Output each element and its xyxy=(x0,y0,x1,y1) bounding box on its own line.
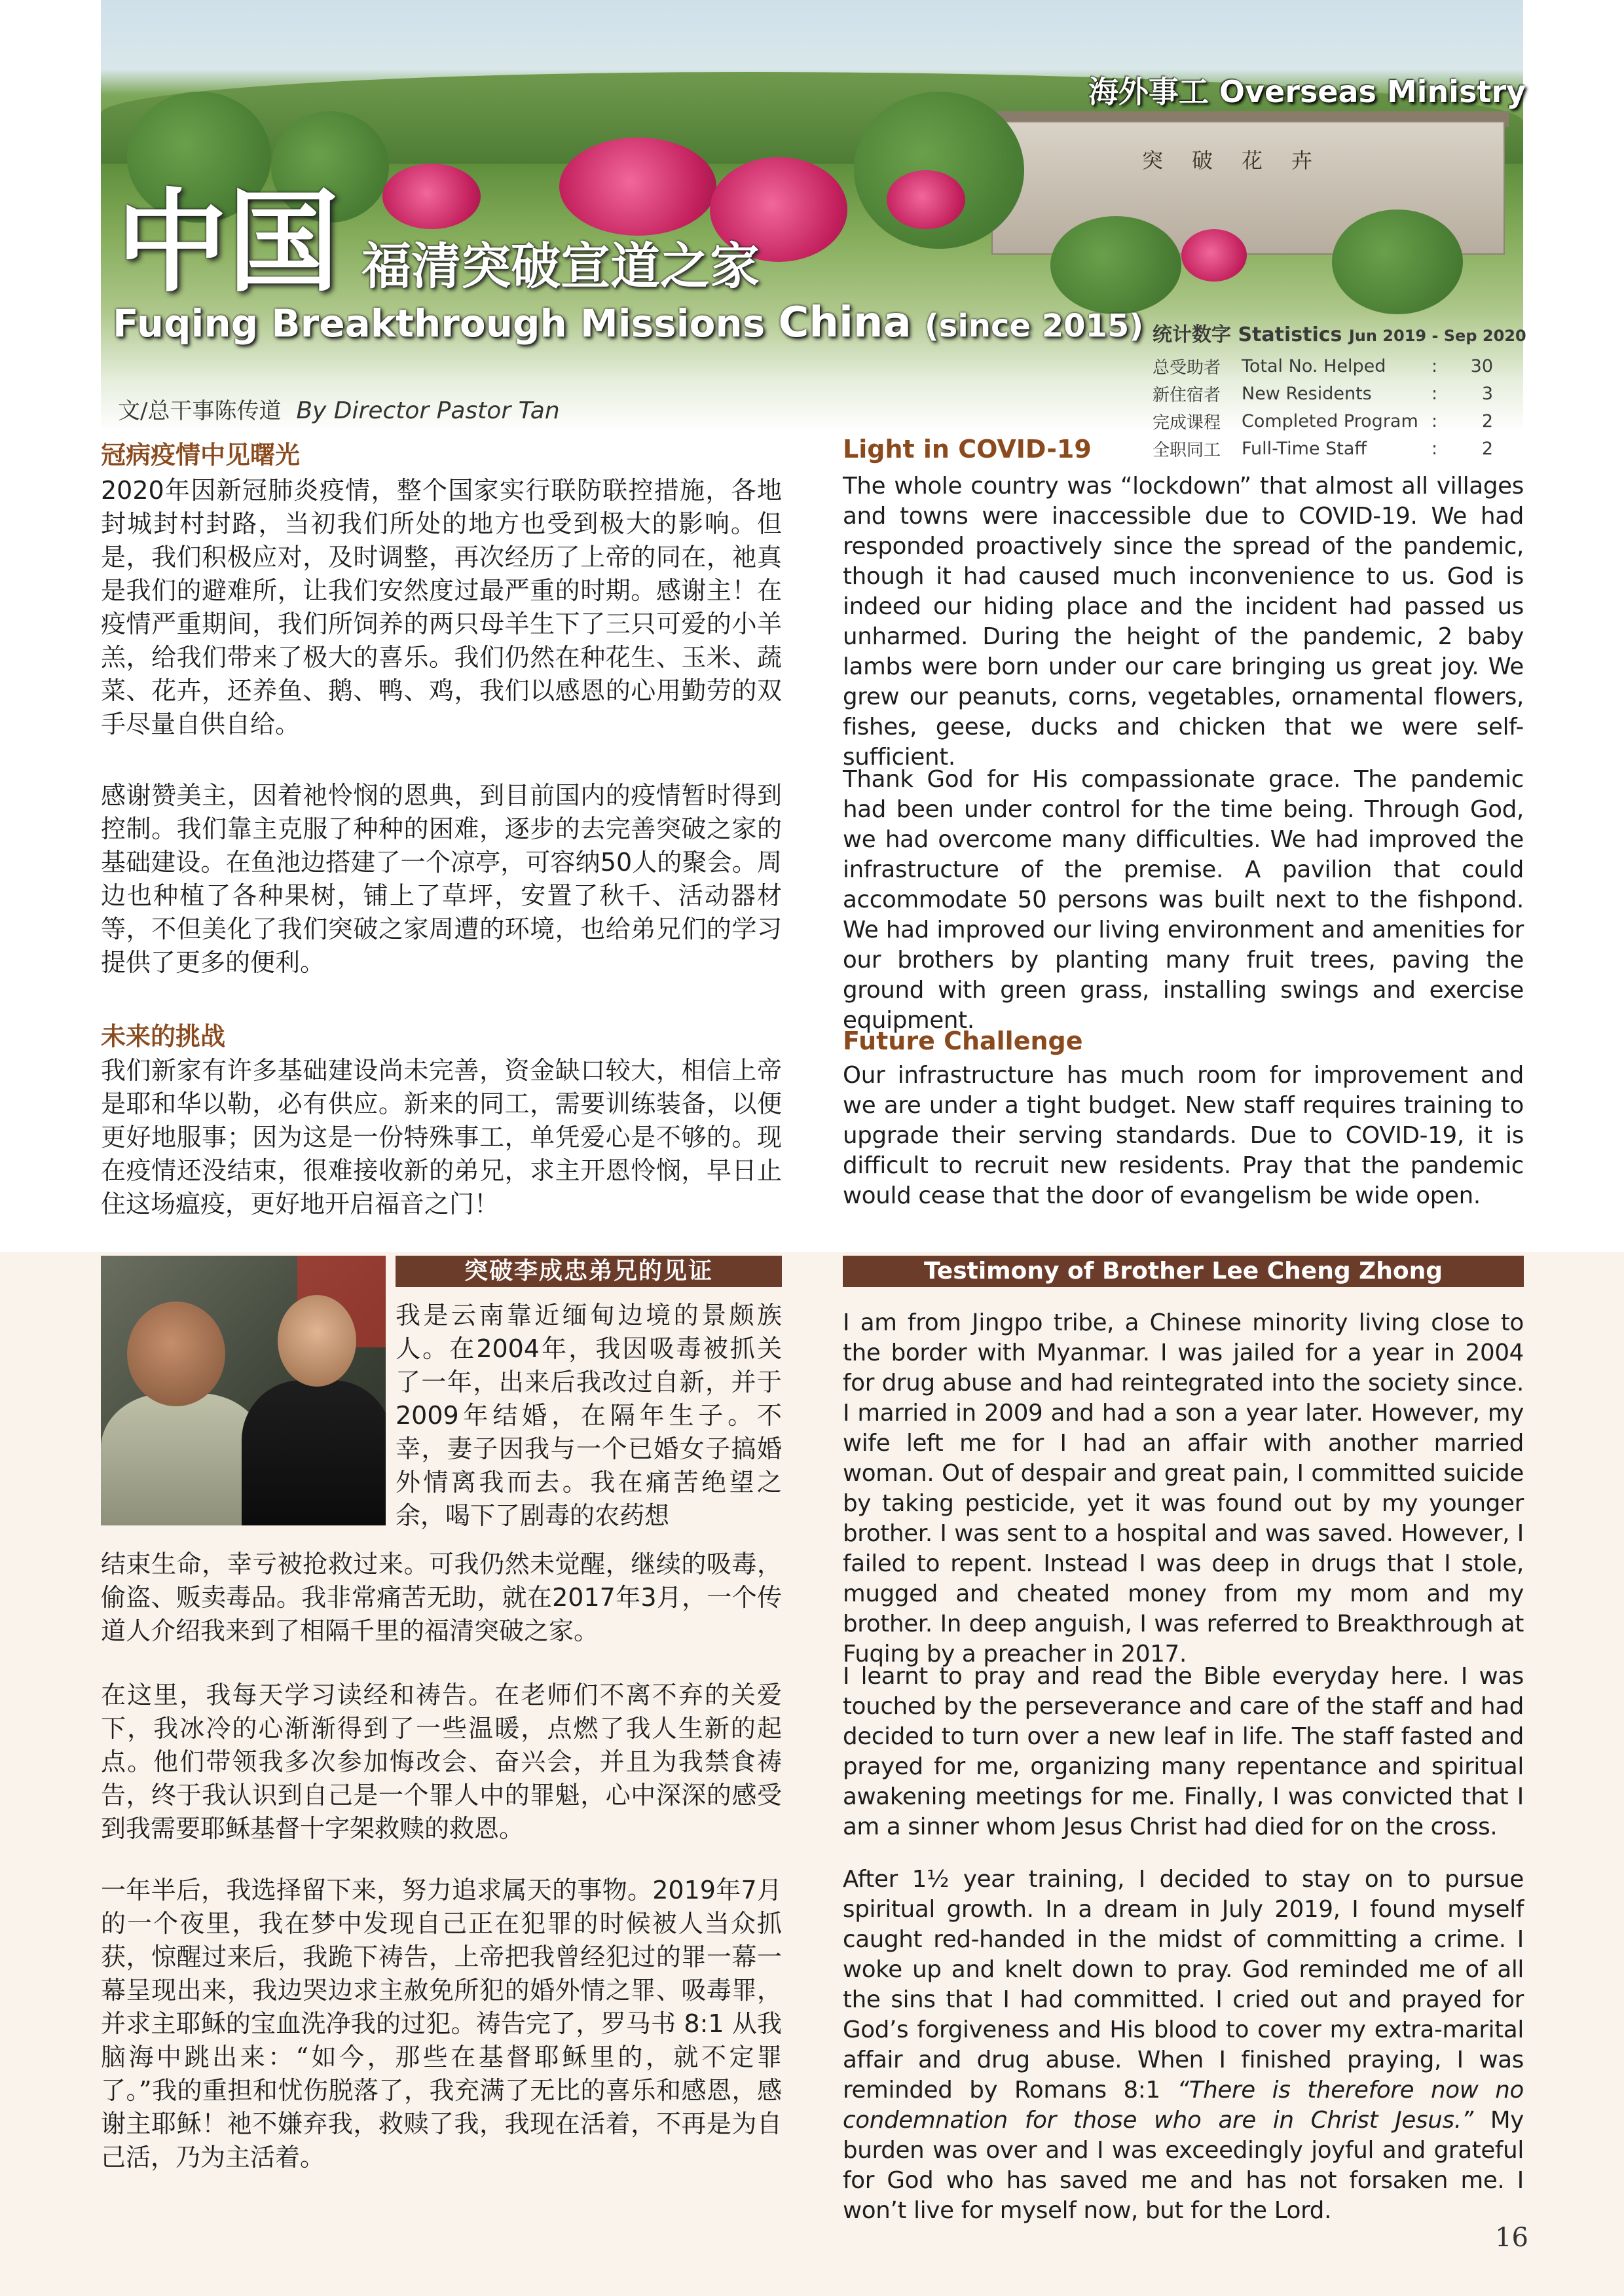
testimony-en: I learnt to pray and read the Bible everyday here. I was touched by the perseverance and care of the staff and had decided to turn over a new leaf in life. The staff fasted and prayed for me, organizing many repentance and spiritual awakening meetings for me. Finally, I was convicted that I am a sinner whom Jesus Christ had died for on the cross. xyxy=(843,1663,1524,1840)
stat-label-en: Completed Program xyxy=(1242,410,1418,431)
title-english-china: China xyxy=(778,299,912,347)
testimony-title-zh: 突破李成忠弟兄的见证 xyxy=(396,1256,782,1287)
section-tag: 海外事工 Overseas Ministry xyxy=(1088,74,1526,109)
statistics-row xyxy=(1153,407,1519,435)
testimony-photo xyxy=(101,1256,386,1525)
heading-zh-covid: 冠病疫情中见曙光 xyxy=(101,441,301,469)
building-sign: 突破花卉 xyxy=(1142,148,1342,173)
flower-shape xyxy=(382,164,481,229)
testimony-en xyxy=(843,1865,1524,2226)
testimony-zh-quote: “如今，那些在基督耶稣里的，就不定罪了。” xyxy=(101,2043,782,2105)
testimony-title-en: Testimony of Brother Lee Cheng Zhong xyxy=(843,1256,1524,1287)
stat-colon: : xyxy=(1431,355,1438,376)
paragraph-en: Our infrastructure has much room for improvement and we are under a tight budget. New staff requires training to upgrade their serving standards. Due to COVID-19, it is difficult to recruit new residents. Pray that the pandemic would cease that the door of evangelism be wide open. xyxy=(843,1062,1524,1209)
testimony-zh xyxy=(101,1874,782,2174)
paragraph-zh: 感谢赞美主，因着祂怜悯的恩典，到目前国内的疫情暂时得到控制。我们靠主克服了种种的困难，逐步的去完善突破之家的基础建设。在鱼池边搭建了一个凉亭，可容纳50人的聚会。周边也种植了各种果树，铺上了草坪，安置了秋千、活动器材等，不但美化了我们突破之家周遭的环境，也给弟兄们的学习提供了更多的便利。 xyxy=(101,781,782,977)
photo-person-body xyxy=(242,1380,386,1525)
heading-en-covid: Light in COVID-19 xyxy=(843,435,1092,464)
stat-value: 30 xyxy=(1470,355,1493,376)
stat-value: 3 xyxy=(1481,383,1493,404)
testimony-zh: 在这里，我每天学习读经和祷告。在老师们不离不弃的关爱下，我冰冷的心渐渐得到了一些温暖，点燃了我人生新的起点。他们带领我多次参加悔改会、奋兴会，并且为我禁食祷告，终于我认识到自己是一个罪人中的罪魁，心中深深的感受到我需要耶稣基督十字架救赎的救恩。 xyxy=(101,1681,782,1843)
title-english xyxy=(113,299,1143,347)
stat-colon: : xyxy=(1431,438,1438,459)
testimony-en-text: My burden was over and I was exceedingly joyful and grateful for God who has saved me and has not forsaken me. I won’t live for myself now, but for the Lord. xyxy=(843,2107,1524,2224)
flower-shape xyxy=(1181,229,1247,282)
photo-person-head xyxy=(127,1302,225,1406)
statistics-heading xyxy=(1153,318,1526,347)
statistics-period: Jun 2019 - Sep 2020 xyxy=(1348,327,1526,345)
testimony-en-text: After 1½ year training, I decided to stay on to pursue spiritual growth. In a dream in July 2019, I found myself caught red-handed in the midst of committing a crime. I woke up and knelt down to pray. God reminded me of all the sins that I had committed. I cried out and prayed for God’s forgiveness and His blood to cover my extra-marital affair and drug abuse. When I finished praying, I was reminded by Romans 8:1 xyxy=(843,1866,1524,2104)
flower-shape xyxy=(559,137,716,236)
testimony-zh-wrapped: 我是云南靠近缅甸边境的景颇族人。在2004年，我因吸毒被抓关了一年，出来后我改过自新，并于2009年结婚，在隔年生子。不幸，妻子因我与一个已婚女子搞婚外情离我而去。我在痛苦绝望之余，喝下了剧毒的农药想 xyxy=(396,1301,782,1530)
title-english-main: Fuqing Breakthrough Missions xyxy=(113,301,766,346)
byline-chinese: 文/总干事陈传道 xyxy=(118,398,282,424)
testimony-zh: 结束生命，幸亏被抢救过来。可我仍然未觉醒，继续的吸毒，偷盗、贩卖毒品。我非常痛苦无助，就在2017年3月，一个传道人介绍我来到了相隔千里的福清突破之家。 xyxy=(101,1550,782,1645)
stat-label-zh: 新住宿者 xyxy=(1153,385,1221,405)
stat-label-en: Total No. Helped xyxy=(1242,355,1386,376)
paragraph-en: The whole country was “lockdown” that almost all villages and towns were inaccessible due to COVID-19. We had responded proactively since the spread of the pandemic, though it had caused much inconvenience to us. God is indeed our hiding place and the incident had passed us unharmed. During the height of the pandemic, 2 baby lambs were born under our care bringing us great joy. We grew our peanuts, corns, vegetables, ornamental flowers, fishes, geese, ducks and chicken that we were self-sufficient. xyxy=(843,473,1524,771)
statistics-box xyxy=(1153,318,1526,462)
stat-label-zh: 总受助者 xyxy=(1153,357,1221,378)
stat-label-zh: 全职同工 xyxy=(1153,440,1221,460)
stat-value: 2 xyxy=(1481,410,1493,431)
testimony-en-quote: “There is therefore now no condemnation for those who are in Christ Jesus.” xyxy=(843,2077,1524,2134)
paragraph-zh: 我们新家有许多基础建设尚未完善，资金缺口较大，相信上帝是耶和华以勒，必有供应。新来的同工，需要训练装备，以便更好地服事；因为这是一份特殊事工，单凭爱心是不够的。现在疫情还没结束，很难接收新的弟兄，求主开恩怜悯，早日止住这场瘟疫，更好地开启福音之门！ xyxy=(101,1056,782,1218)
title-english-since: (since 2015) xyxy=(924,308,1144,344)
stat-colon: : xyxy=(1431,410,1438,431)
statistics-row xyxy=(1153,380,1519,407)
testimony-zh-text: 我的重担和忧伤脱落了，我充满了无比的喜乐和感恩，感谢主耶稣！祂不嫌弃我，救赎了我，我现在活着，不再是为自己活，乃为主活着。 xyxy=(101,2076,782,2172)
heading-en-challenge: Future Challenge xyxy=(843,1027,1083,1055)
stat-colon: : xyxy=(1431,383,1438,404)
title-chinese-sub: 福清突破宣道之家 xyxy=(361,237,760,295)
testimony-en: I am from Jingpo tribe, a Chinese minority living close to the border with Myanmar. I was jailed for a year in 2004 for drug abuse and had reintegrated into the society since. I married in 2009 and had a son a year later. However, my wife left me for I had an affair with another married woman. Out of despair and great pain, I committed suicide by taking pesticide, yet it was found out by my younger brother. I was sent to a hospital and was saved. However, I failed to repent. Instead I was deep in drugs that I stole, mugged and cheated money from my mom and my brother. In deep anguish, I was referred to Breakthrough at Fuqing by a preacher in 2017. xyxy=(843,1309,1524,1667)
byline xyxy=(118,393,560,425)
statistics-heading-zh: 统计数字 xyxy=(1153,323,1231,346)
statistics-heading-en: Statistics xyxy=(1238,323,1342,346)
statistics-row xyxy=(1153,435,1519,462)
flower-shape xyxy=(887,170,965,229)
page-number: 16 xyxy=(1495,2223,1528,2253)
photo-person-head xyxy=(278,1295,356,1387)
stat-label-zh: 完成课程 xyxy=(1153,412,1221,433)
stat-value: 2 xyxy=(1481,438,1493,459)
stat-label-en: Full-Time Staff xyxy=(1242,438,1367,459)
byline-english: By Director Pastor Tan xyxy=(296,397,560,424)
testimony-zh-text: 一年半后，我选择留下来，努力追求属天的事物。2019年7月的一个夜里，我在梦中发现自己正在犯罪的时候被人当众抓获，惊醒过来后，我跪下祷告，上帝把我曾经犯过的罪一幕一幕呈现出来，我边哭边求主赦免所犯的婚外情之罪、吸毒罪，并求主耶稣的宝血洗净我的过犯。祷告完了，罗马书 8:1 从我脑海中跳出来： xyxy=(101,1876,782,2071)
statistics-row xyxy=(1153,352,1519,380)
title-chinese-main: 中国 xyxy=(117,177,340,308)
bush-shape xyxy=(1332,210,1463,314)
stat-label-en: New Residents xyxy=(1242,383,1372,404)
photo-person-body xyxy=(101,1393,265,1525)
paragraph-en: Thank God for His compassionate grace. The pandemic had been under control for the time being. Through God, we had overcome many difficulties. We had improved the infrastructure of the premise. A pavilion that could accommodate 50 persons was built next to the fishpond. We had improved our living environment and amenities for our brothers by planting many fruit trees, paving the ground with green grass, installing swings and exercise equipment. xyxy=(843,766,1524,1034)
heading-zh-challenge: 未来的挑战 xyxy=(101,1022,226,1051)
paragraph-zh: 2020年因新冠肺炎疫情，整个国家实行联防联控措施，各地封城封村封路，当初我们所处的地方也受到极大的影响。但是，我们积极应对，及时调整，再次经历了上帝的同在，祂真是我们的避难所，让我们安然度过最严重的时期。感谢主！在疫情严重期间，我们所饲养的两只母羊生下了三只可爱的小羊羔，给我们带来了极大的喜乐。我们仍然在种花生、玉米、蔬菜、花卉，还养鱼、鹅、鸭、鸡，我们以感恩的心用勤劳的双手尽量自供自给。 xyxy=(101,476,782,738)
